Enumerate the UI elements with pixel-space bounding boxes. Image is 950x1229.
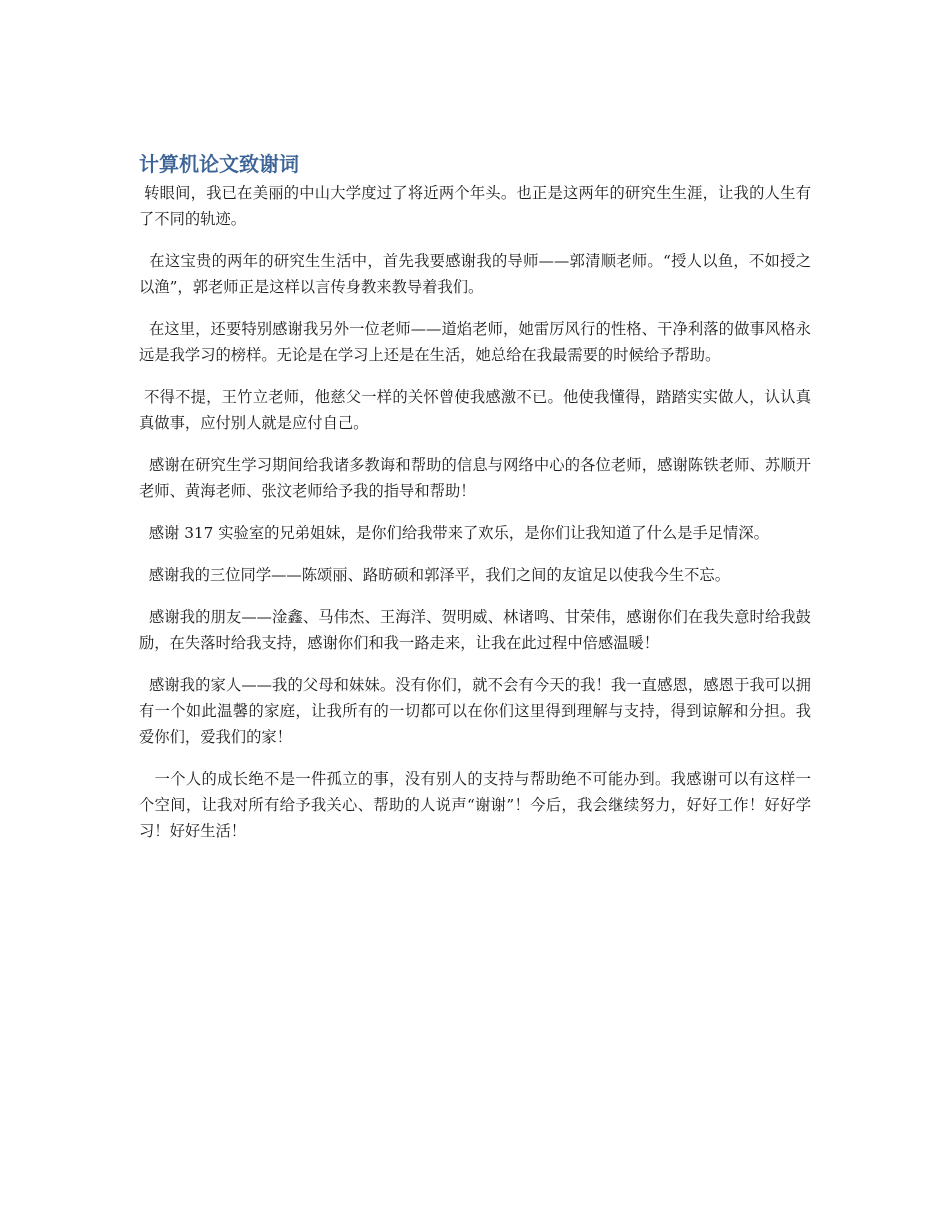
paragraph-friends: 感谢我的朋友——淦鑫、马伟杰、王海洋、贺明威、林诸鸣、甘荣伟，感谢你们在我失意时给我鼓励，在失落时给我支持，感谢你们和我一路走来，让我在此过程中倍感温暖！ [139,608,811,652]
paragraph-family: 感谢我的家人——我的父母和妹妹。没有你们，就不会有今天的我！我一直感恩，感恩于我可以拥有一个如此温馨的家庭，让我所有的一切都可以在你们这里得到理解与支持，得到谅解和分担。我爱你们，爱我们的家！ [139,676,811,746]
paragraph-teacher-wang: 不得不提，王竹立老师，他慈父一样的关怀曾使我感激不已。他使我懂得，踏踏实实做人，认认真真做事，应付别人就是应付自己。 [139,388,811,432]
paragraph-teacher-dao: 在这里，还要特别感谢我另外一位老师——道焰老师，她雷厉风行的性格、干净利落的做事风格永远是我学习的榜样。无论是在学习上还是在生活，她总给在我最需要的时候给予帮助。 [139,320,811,364]
paragraph-lab: 感谢 317 实验室的兄弟姐妹，是你们给我带来了欢乐，是你们让我知道了什么是手足情深。 [139,524,769,542]
paragraph-network-center: 感谢在研究生学习期间给我诸多教诲和帮助的信息与网络中心的各位老师，感谢陈铁老师、苏顺开老师、黄海老师、张汶老师给予我的指导和帮助！ [139,456,811,500]
paragraph-classmates: 感谢我的三位同学——陈颂丽、路昉硕和郭泽平，我们之间的友谊足以使我今生不忘。 [139,566,731,584]
document-page [139,150,811,860]
paragraph-advisor: 在这宝贵的两年的研究生生活中，首先我要感谢我的导师——郭清顺老师。“授人以鱼，不如授之以渔”，郭老师正是这样以言传身教来教导着我们。 [139,252,812,296]
paragraph-intro: 转眼间，我已在美丽的中山大学度过了将近两个年头。也正是这两年的研究生生涯，让我的人生有了不同的轨迹。 [139,184,811,228]
paragraph-closing: 一个人的成长绝不是一件孤立的事，没有别人的支持与帮助绝不可能办到。我感谢可以有这样一个空间，让我对所有给予我关心、帮助的人说声“谢谢”！今后，我会继续努力，好好工作！好好学习！好好生活！ [139,770,811,840]
document-title: 计算机论文致谢词 [139,152,299,176]
